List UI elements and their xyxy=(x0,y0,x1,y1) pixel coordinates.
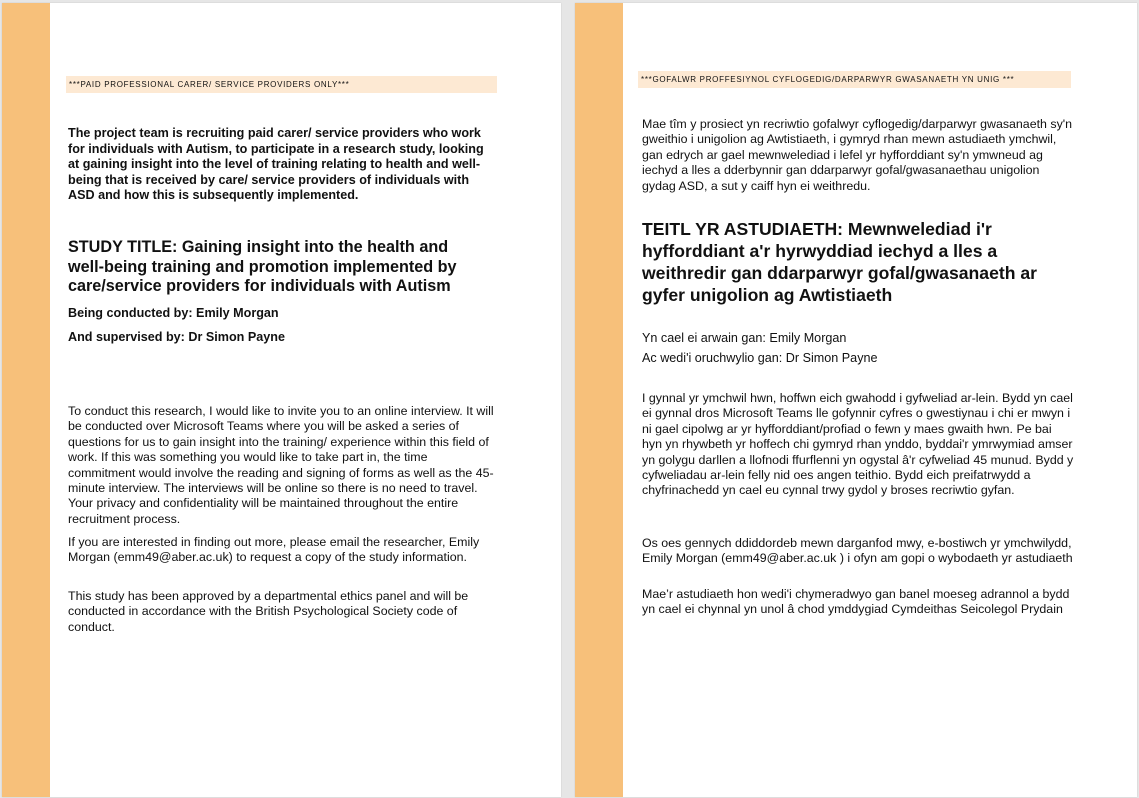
supervised-by: And supervised by: Dr Simon Payne xyxy=(68,330,285,344)
interview-paragraph: To conduct this research, I would like to invite you to an online interview. It will be conducted over Microsoft Teams where you will be asked a series of questions for us to gain insight into the training/ experience within this field of work. If this was something you would like to take part in, the time commitment would involve the reading and signing of forms as well as the 45-minute interview. The interviews will be online so there is no need to travel. Your privacy and confidentiality will be maintained throughout the entire recruitment process. xyxy=(68,404,494,526)
page-margin-stripe xyxy=(575,3,623,797)
contact-paragraph: Os oes gennych ddiddordeb mewn darganfod mwy, e-bostiwch yr ymchwilydd, Emily Morgan (emm49@aber.ac.uk ) i ofyn am gopi o wybodaeth yr astudiaeth xyxy=(642,536,1073,566)
contact-paragraph: If you are interested in finding out more, please email the researcher, Emily Morgan (emm49@aber.ac.uk) to request a copy of the study information. xyxy=(68,535,480,565)
interview-paragraph: I gynnal yr ymchwil hwn, hoffwn eich gwahodd i gyfweliad ar-lein. Bydd yn cael ei gynnal dros Microsoft Teams lle gofynnir cyfres o gwestiynau i chi er mwyn i ni gael cipolwg ar yr hyfforddiant/profiad o fewn y maes gwaith hwn. Pe bai hyn yn rhywbeth yr hoffech chi gymryd rhan ynddo, byddai'r ymrwymiad amser yn golygu darllen a llofnodi ffurflenni yn ogystal â'r cyfweliad 45 munud. Bydd y cyfweliadau ar-lein felly nid oes angen teithio. Bydd eich preifatrwydd a chyfrinachedd yn cael eu cynnal trwy gydol y broses recriwtio gyfan. xyxy=(642,391,1074,498)
audience-banner: ***GOFALWR PROFFESIYNOL CYFLOGEDIG/DARPARWYR GWASANAETH YN UNIG *** xyxy=(638,71,1071,88)
ethics-paragraph: Mae’r astudiaeth hon wedi'i chymeradwyo gan banel moeseg adrannol a bydd yn cael ei chynnal yn unol â chod ymddygiad Cymdeithas Seicolegol Prydain xyxy=(642,587,1070,617)
conducted-by: Yn cael ei arwain gan: Emily Morgan xyxy=(642,331,847,345)
document-page-english xyxy=(2,3,561,797)
supervised-by: Ac wedi'i oruchwylio gan: Dr Simon Payne xyxy=(642,351,878,365)
study-title: TEITL YR ASTUDIAETH: Mewnwelediad i'r hyfforddiant a'r hyrwyddiad iechyd a lles a weithredir gan ddarparwyr gofal/gwasanaeth ar gyfer unigolion ag Awtistiaeth xyxy=(642,219,1037,305)
ethics-paragraph: This study has been approved by a departmental ethics panel and will be conducted in accordance with the British Psychological Society code of conduct. xyxy=(68,589,469,634)
intro-paragraph: The project team is recruiting paid carer/ service providers who work for individuals with Autism, to participate in a research study, looking at gaining insight into the level of training relating to health and well-being that is received by care/ service providers of individuals with ASD and how this is subsequently implemented. xyxy=(68,126,484,202)
intro-paragraph: Mae tîm y prosiect yn recriwtio gofalwyr cyflogedig/darparwyr gwasanaeth sy'n gweithio i unigolion ag Awtistiaeth, i gymryd rhan mewn astudiaeth ymchwil, gan edrych ar gael mewnwelediad i lefel yr hyfforddiant sy'n ymwneud ag iechyd a lles a dderbynnir gan ddarparwyr gofal/gwasanaethau unigolion gydag ASD, a sut y caiff hyn ei weithredu. xyxy=(642,117,1073,193)
study-title: STUDY TITLE: Gaining insight into the health and well-being training and promotion implemented by care/service providers for individuals with Autism xyxy=(68,238,457,295)
intro-paragraph-container xyxy=(642,117,1074,193)
page-margin-stripe xyxy=(2,3,50,797)
audience-banner: ***PAID PROFESSIONAL CARER/ SERVICE PROVIDERS ONLY*** xyxy=(66,76,497,93)
document-page-welsh xyxy=(575,3,1137,797)
conducted-by: Being conducted by: Emily Morgan xyxy=(68,306,279,320)
